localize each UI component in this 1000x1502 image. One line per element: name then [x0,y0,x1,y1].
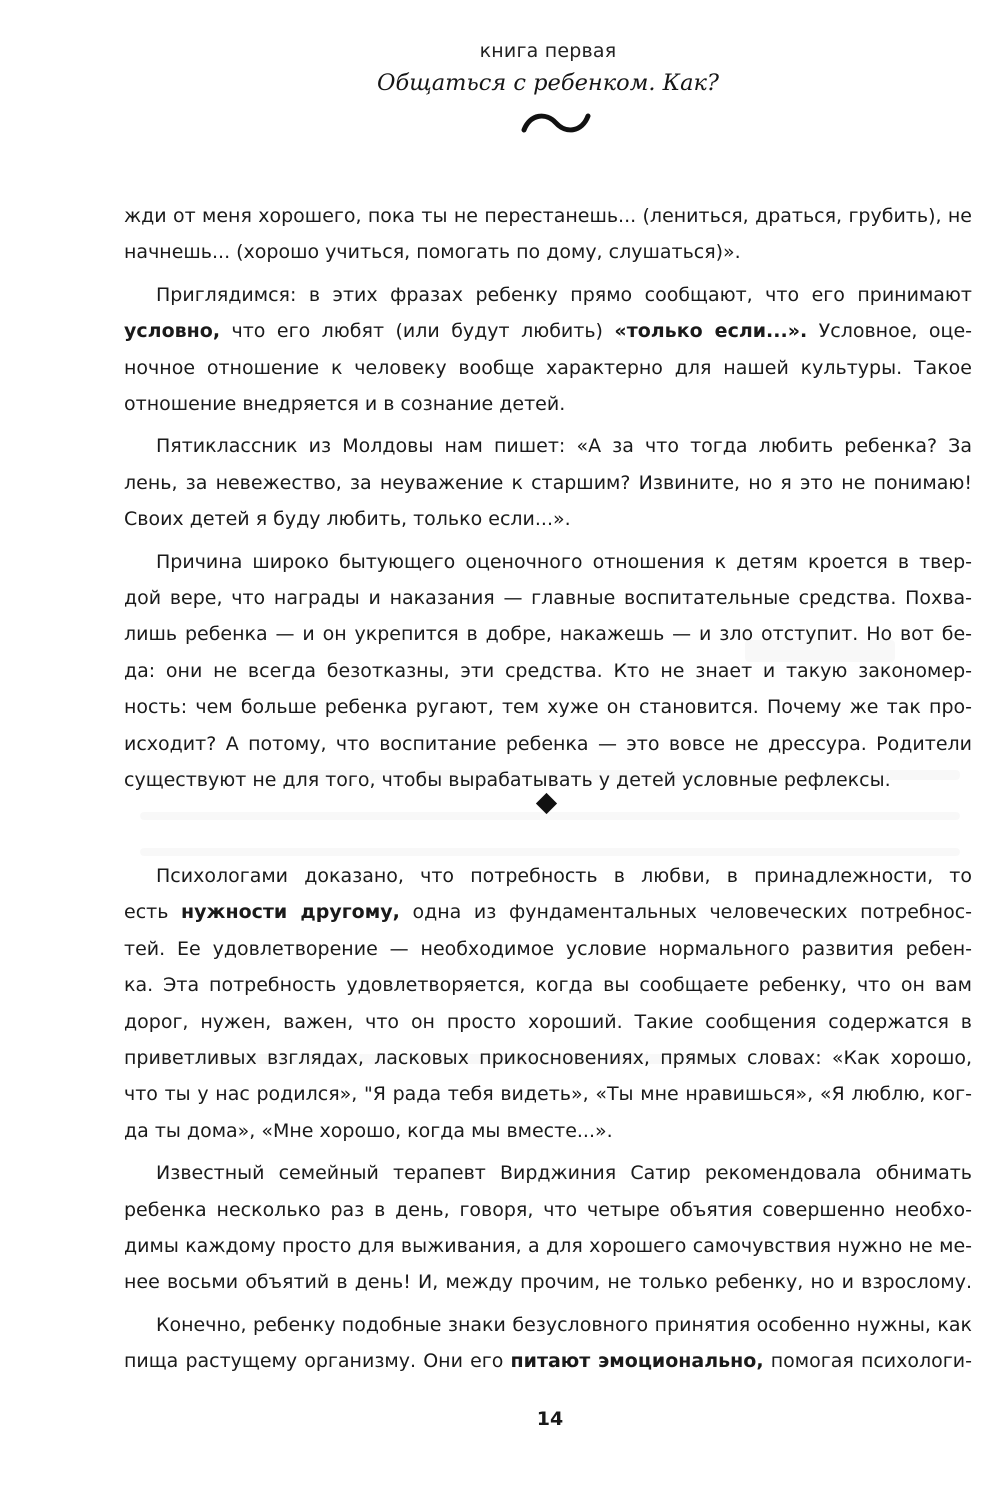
text-line: ность: чем больше ребенка ругают, тем хуже он становится. Почему же так про- [124,696,972,719]
running-header [0,40,1000,96]
text-line: Известный семейный терапевт Вирджиния Сатир рекомендовала обнимать [156,1162,972,1185]
text-line: лень, за невежество, за неуважение к старшим? Извините, но я это не понимаю! [124,471,972,494]
text-line: Конечно, ребенку подобные знаки безусловного принятия особенно нужны, как [156,1313,972,1336]
book-title: Общаться с ребенком. Как? [377,70,719,96]
swash-ornament-icon [520,108,592,138]
text-line: Психологами доказано, что потребность в любви, в принадлежности, то [156,865,972,887]
paragraph [124,544,972,799]
text-line: приветливых взглядах, ласковых прикосновениях, прямых словах: «Как хорошо, [124,1047,972,1070]
text-line: существуют не для того, чтобы вырабатывать у детей условные рефлексы. [124,769,891,792]
text-line: да: они не всегда безотказны, эти средства. Кто не знает и такую закономер- [124,659,972,682]
text-line: что ты у нас родился», "Я рада тебя видеть», «Ты мне нравишься», «Я люблю, ког- [124,1083,972,1106]
paragraph [124,198,972,271]
text-block-1 [124,198,972,799]
text-line: ночное отношение к человеку вообще характерно для нашей культуры. Такое [124,356,972,379]
paragraph [124,1155,972,1301]
text-line: тей. Ее удовлетворение — необходимое условие нормального развития ребен- [124,937,972,960]
bold-phrase: нужности другому, [181,901,400,924]
text-block-2 [124,858,972,1380]
text-line: жди от меня хорошего, пока ты не перестанешь... (лениться, драться, грубить), не [124,205,972,227]
text-line: нее восьми объятий в день! И, между прочим, не только ребенку, но и взрослому. [124,1271,972,1294]
text-line: исходит? А потому, что воспитание ребенка — это вовсе не дрессура. Родители [124,732,972,755]
bold-phrase: питают эмоционально, [510,1350,764,1373]
text-line: димы каждому просто для выживания, а для хорошего самочувствия нужно не ме- [124,1235,972,1258]
text-line: пища растущему организму. Они его питают эмоционально, помогая психологи- [124,1350,972,1373]
text-line: лишь ребенка — и он укрепится в добре, накажешь — и зло отступит. Но вот бе- [124,623,972,646]
bold-phrase: условно, [124,320,221,343]
paragraph [124,277,972,423]
text-line: да ты дома», «Мне хорошо, когда мы вместе...». [124,1119,613,1142]
text-line: начнешь... (хорошо учиться, помогать по дому, слушаться)». [124,241,741,264]
text-line: Причина широко бытующего оценочного отношения к детям кроется в твер- [156,550,972,573]
book-label: книга первая [479,40,617,62]
text-line: ребенка несколько раз в день, говоря, что четыре объятия совершенно необхо- [124,1198,972,1221]
text-line: отношение внедряется и в сознание детей. [124,393,566,416]
text-line: Своих детей я буду любить, только если...». [124,508,571,531]
bold-phrase: «только если...». [614,320,808,343]
show-through [140,812,960,820]
show-through [140,848,960,856]
page-number: 14 [536,1408,564,1430]
text-line: ка. Эта потребность удовлетворяется, когда вы сообщаете ребенку, что он вам [124,974,972,997]
text-line: условно, что его любят (или будут любить) «только если...». Условное, оце- [124,320,973,343]
paragraph [124,428,972,537]
text-line: дорог, нужен, важен, что он просто хороший. Такие сообщения содержатся в [124,1010,972,1033]
paragraph [124,1307,972,1380]
text-line: дой вере, что награды и наказания — главные воспитательные средства. Похва- [124,587,972,610]
text-line: Пятиклассник из Молдовы нам пишет: «А за что тогда любить ребенка? За [156,435,972,458]
paragraph [124,858,972,1149]
text-line: Приглядимся: в этих фразах ребенку прямо сообщают, что его принимают [156,283,972,306]
text-line: есть нужности другому, одна из фундаментальных человеческих потребнос- [124,901,973,924]
